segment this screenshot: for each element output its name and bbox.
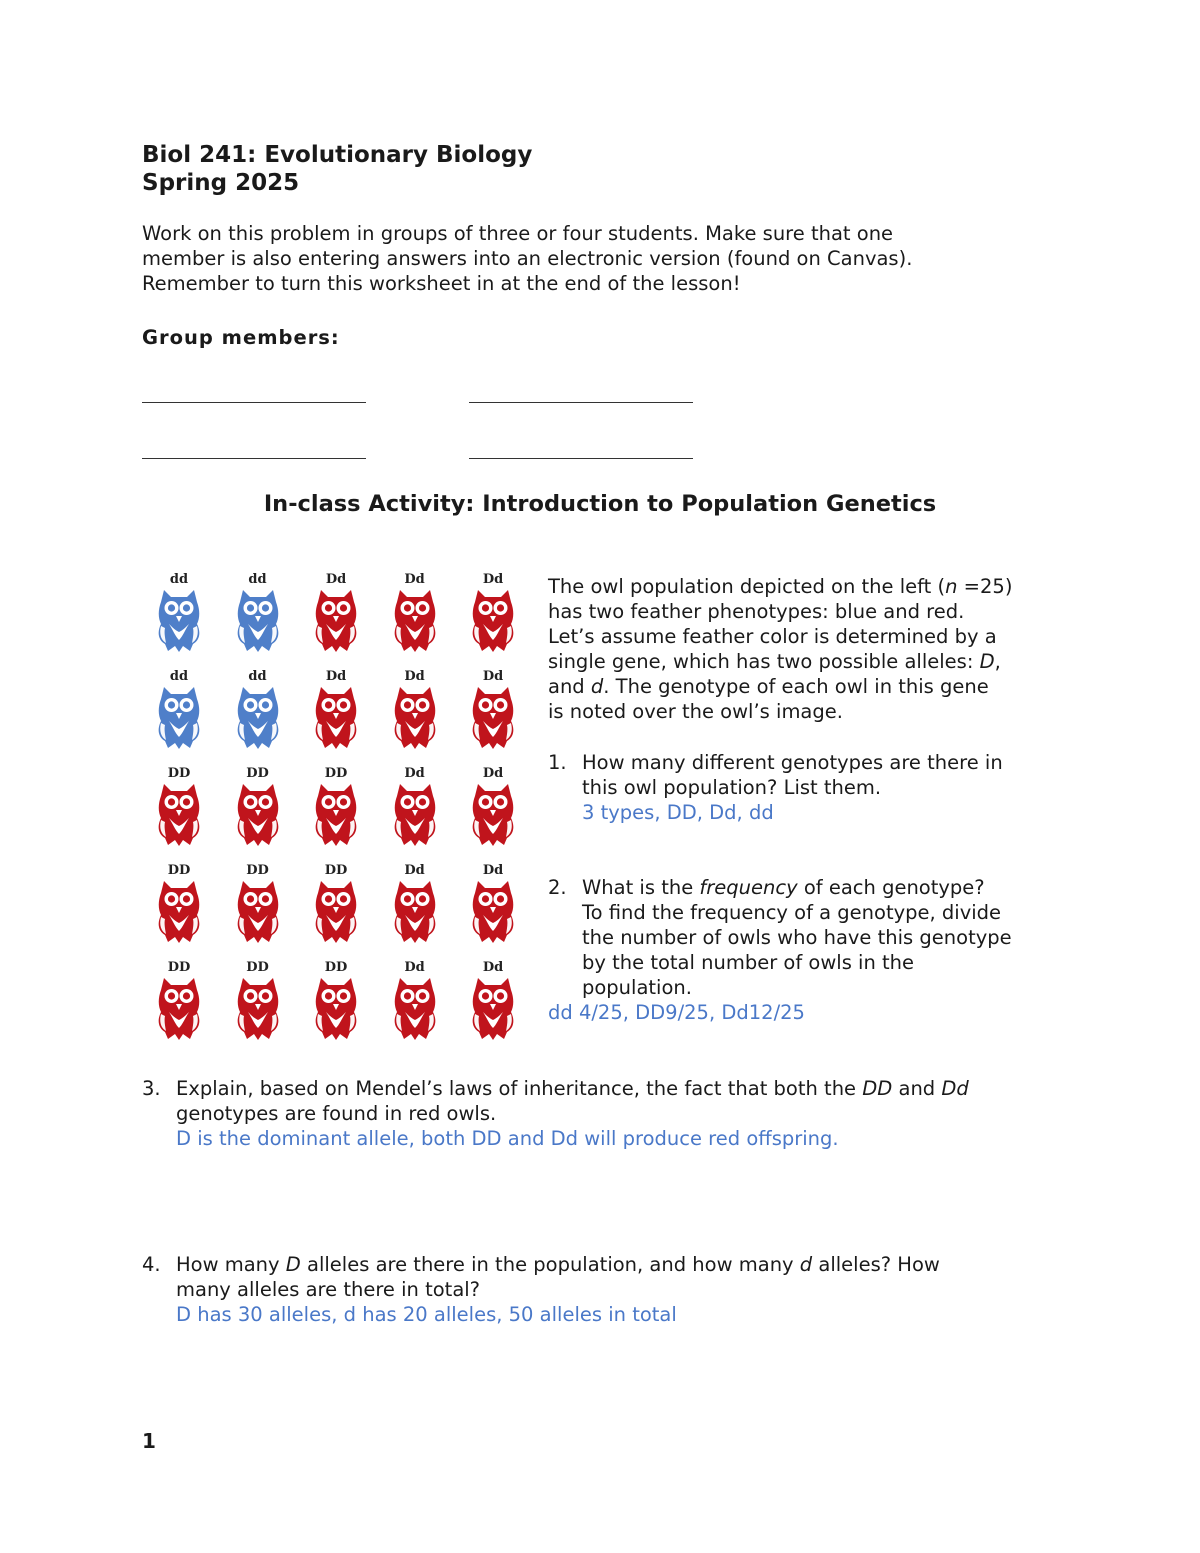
owl-icon [157,976,201,1042]
owl-genotype-label: Dd [404,863,425,878]
owl-red [454,667,532,763]
owl-red [297,764,375,860]
owl-genotype-label: Dd [325,572,347,587]
desc-text: is noted over the owl’s image. [548,700,843,723]
question-text: the number of owls who have this genotype [582,926,1012,949]
question-text: How many different genotypes are there in [582,751,1003,774]
owl-red [376,570,454,666]
owl-genotype-label: Dd [404,960,425,975]
question-2 [548,875,1068,1000]
question-text: alleles? How [812,1253,940,1276]
answer-text[interactable]: D has 30 alleles, d has 20 alleles, 50 alleles in total [176,1303,677,1326]
owl-genotype-label: Dd [404,669,425,684]
owl-red [454,861,532,957]
owl-blue [140,667,218,763]
owl-red [297,861,375,957]
question-text: by the total number of owls in the [582,951,915,974]
owl-red [219,764,297,860]
owl-icon [236,685,280,751]
owl-blue [219,667,297,763]
question-text: this owl population? List them. [582,776,882,799]
owl-red [376,764,454,860]
group-member-line[interactable] [469,458,693,459]
question-number: 2. [548,876,567,899]
owl-red [454,764,532,860]
owl-blue [219,570,297,666]
question-text: Explain, based on Mendel’s laws of inheritance, the fact that both the [176,1077,863,1100]
owl-red [219,861,297,957]
owl-genotype-label: DD [246,766,269,781]
question-italic: d [799,1253,813,1276]
owl-icon [157,879,201,945]
owl-icon [471,879,515,945]
owl-red [140,764,218,860]
owl-red [140,958,218,1054]
owl-red [376,667,454,763]
owl-icon [157,782,201,848]
owl-icon [471,782,515,848]
course-title: Biol 241: Evolutionary Biology [142,142,533,168]
question-number: 3. [142,1077,161,1100]
desc-text: and [548,675,591,698]
owl-genotype-label: DD [246,863,269,878]
owl-icon [393,685,437,751]
owl-icon [236,588,280,654]
group-member-line[interactable] [142,402,366,403]
owl-icon [393,879,437,945]
intro-line: Remember to turn this worksheet in at the end of the lesson! [142,272,741,295]
question-text: of each genotype? [797,876,985,899]
owl-icon [471,588,515,654]
owl-icon [314,685,358,751]
owl-genotype-label: dd [169,669,189,684]
page-number: 1 [142,1429,156,1453]
owl-icon [314,782,358,848]
question-text: genotypes are found in red owls. [176,1102,497,1125]
owl-genotype-label: dd [169,572,189,587]
desc-italic: D [979,650,995,673]
question-3 [142,1076,1072,1151]
desc-text: The owl population depicted on the left ( [548,575,946,598]
owl-red [140,861,218,957]
question-text: many alleles are there in total? [176,1278,481,1301]
question-text: To find the frequency of a genotype, divide [582,901,1002,924]
group-member-line[interactable] [142,458,366,459]
owl-icon [314,879,358,945]
owl-icon [393,976,437,1042]
owl-genotype-label: Dd [482,863,504,878]
question-italic: D [285,1253,301,1276]
group-member-line[interactable] [469,402,693,403]
activity-title: In-class Activity: Introduction to Population Genetics [263,491,937,517]
owl-blue [140,570,218,666]
desc-text: Let’s assume feather color is determined by a [548,625,997,648]
owl-genotype-label: Dd [325,669,347,684]
owl-genotype-label: DD [167,960,191,975]
question-italic: frequency [699,876,798,899]
question-italic: Dd [941,1077,969,1100]
question-text: What is the [582,876,700,899]
owl-icon [393,588,437,654]
owl-red [454,570,532,666]
owl-genotype-label: Dd [404,766,425,781]
owl-red [376,861,454,957]
desc-text: . The genotype of each owl in this gene [603,675,989,698]
owl-red [219,958,297,1054]
owl-red [376,958,454,1054]
desc-italic: n [945,575,958,598]
intro-paragraph [142,221,1042,296]
question-number: 1. [548,751,567,774]
owl-genotype-label: Dd [404,572,425,587]
answer-text[interactable]: dd 4/25, DD9/25, Dd12/25 [548,1001,805,1024]
owl-population-grid [140,570,540,1050]
owl-genotype-label: dd [248,572,267,587]
owl-red [297,958,375,1054]
owl-red [297,667,375,763]
course-header [142,141,532,197]
population-description [548,574,1068,724]
owl-icon [314,588,358,654]
owl-genotype-label: DD [324,960,348,975]
owl-icon [471,685,515,751]
owl-genotype-label: dd [248,669,267,684]
question-1 [548,750,1068,825]
desc-text: has two feather phenotypes: blue and red. [548,600,965,623]
owl-genotype-label: DD [167,766,191,781]
intro-line: Work on this problem in groups of three or four students. Make sure that one [142,222,894,245]
owl-genotype-label: DD [167,863,191,878]
owl-icon [314,976,358,1042]
question-text: and [892,1077,942,1100]
question-4 [142,1252,1072,1327]
owl-icon [157,685,201,751]
owl-icon [157,588,201,654]
owl-genotype-label: DD [246,960,269,975]
question-text: How many [176,1253,286,1276]
owl-red [297,570,375,666]
desc-italic: d [590,675,604,698]
owl-genotype-label: Dd [482,766,504,781]
answer-text[interactable]: 3 types, DD, Dd, dd [582,801,774,824]
owl-red [454,958,532,1054]
group-members-label: Group members: [142,326,340,349]
question-text: population. [582,976,692,999]
owl-icon [236,879,280,945]
desc-text: =25) [957,575,1013,598]
owl-genotype-label: DD [324,863,348,878]
owl-icon [236,976,280,1042]
owl-icon [393,782,437,848]
answer-text[interactable]: D is the dominant allele, both DD and Dd will produce red offspring. [176,1127,839,1150]
question-italic: DD [862,1077,893,1100]
question-text: alleles are there in the population, and how many [300,1253,800,1276]
desc-text: , [994,650,1001,673]
intro-line: member is also entering answers into an electronic version (found on Canvas). [142,247,913,270]
owl-icon [471,976,515,1042]
owl-genotype-label: Dd [482,960,504,975]
owl-genotype-label: Dd [482,669,504,684]
question-number: 4. [142,1253,161,1276]
owl-genotype-label: Dd [482,572,504,587]
owl-genotype-label: DD [324,766,348,781]
course-term: Spring 2025 [142,170,300,196]
desc-text: single gene, which has two possible alleles: [548,650,980,673]
owl-icon [236,782,280,848]
